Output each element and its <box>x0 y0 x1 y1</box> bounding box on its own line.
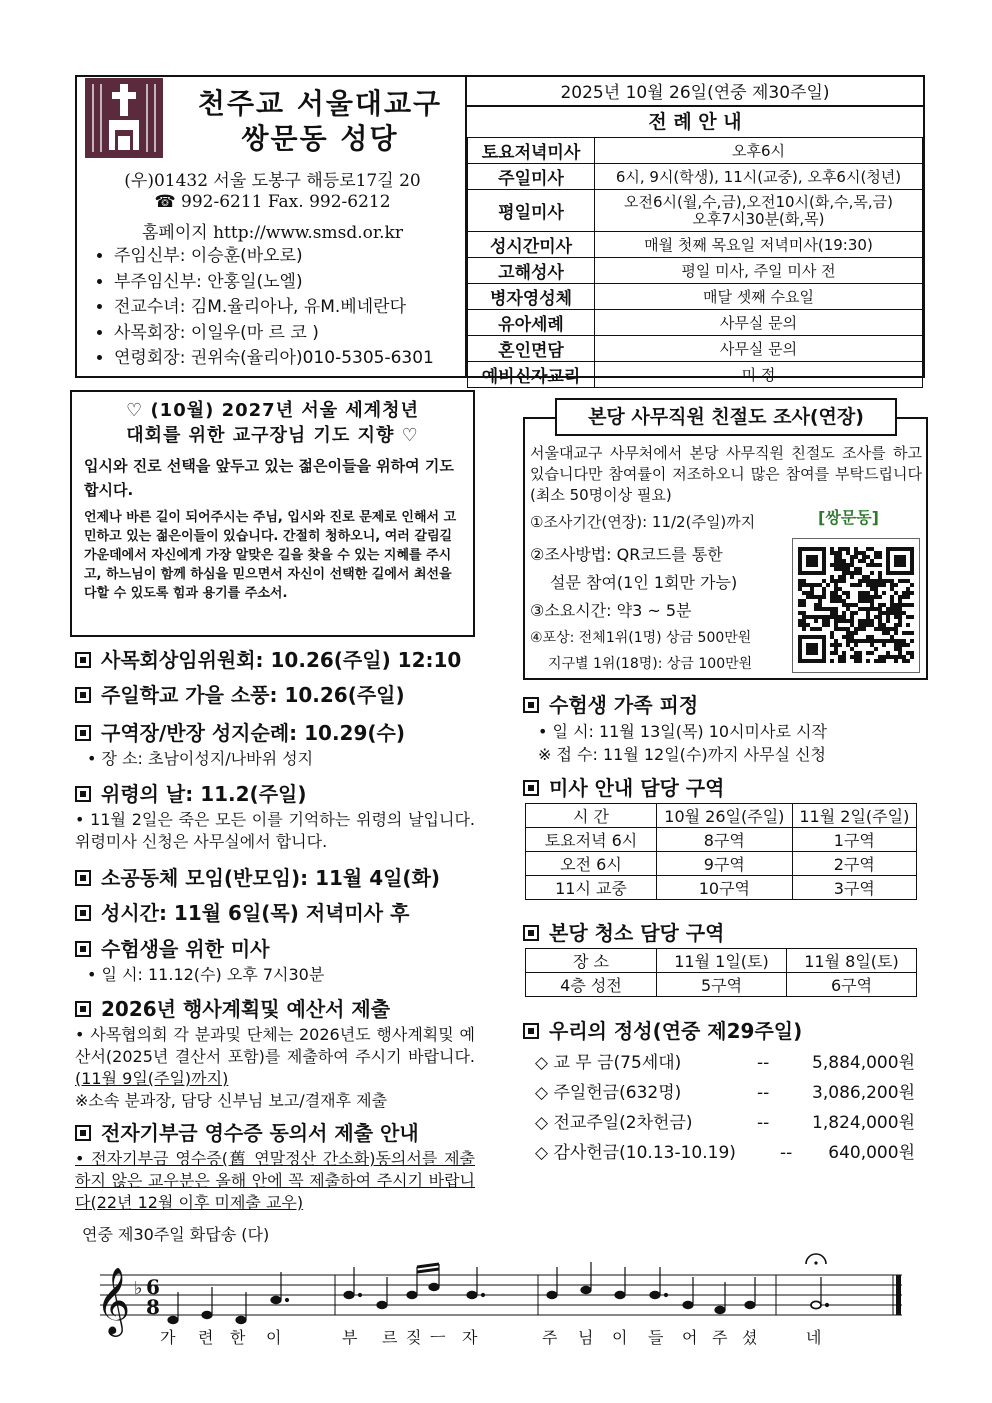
offering-row <box>535 1048 915 1078</box>
survey-title: 본당 사무직원 친절도 조사(연장) <box>555 398 897 436</box>
psalm-lyrics <box>90 1325 910 1349</box>
staff-council-president: • 사목회장: 이일우(마 르 코 ) <box>114 321 484 347</box>
notice-heading: 소공동체 모임(반모임): 11월 4일(화) <box>101 866 441 890</box>
offering-dash: -- <box>757 1083 770 1103</box>
notice-deadline: (11월 9일(주일)까지) <box>75 1069 229 1088</box>
cell: 1구역 <box>792 828 916 852</box>
survey-item: 지구별 1위(18명): 상금 100만원 <box>548 656 753 672</box>
notice-sunday-school <box>75 680 475 710</box>
square-bullet-icon <box>75 687 91 703</box>
notice-body: • 장 소: 초남이성지/나바위 성지 <box>87 749 314 768</box>
retreat-line: ※ 접 수: 11월 12일(수)까지 사무실 신청 <box>538 745 826 764</box>
lyric-syllable: 네 <box>806 1328 822 1347</box>
survey-tag: [쌍문동] <box>818 508 879 527</box>
lyric-syllable: 주 <box>542 1328 558 1347</box>
time-sig-bottom: 8 <box>146 1295 160 1319</box>
offering-amount: 640,000원 <box>828 1143 915 1163</box>
lyric-syllable: 부 <box>342 1328 358 1347</box>
offering-row <box>535 1078 915 1108</box>
square-bullet-icon <box>523 697 539 713</box>
prayer-box <box>70 390 475 637</box>
cell: 6구역 <box>787 973 917 997</box>
offering-row <box>535 1138 915 1168</box>
cell: 8구역 <box>657 828 793 852</box>
cell: 10구역 <box>657 876 793 900</box>
mass-duty-section <box>523 773 928 803</box>
notice-body: • 사목협의회 각 분과및 단체는 2026년도 행사계획및 예산서(2025년 결산서 포함)를 제출하여 주시기 바랍니다. <box>75 1025 475 1066</box>
liturgy-table <box>467 137 923 388</box>
lit-val: 미 정 <box>595 362 923 388</box>
survey-item: ①조사기간(연장): 11/2(주일)까지 <box>530 513 756 531</box>
church-title-line1: 천주교 서울대교구 <box>197 87 443 120</box>
offering-label: ◇ 교 무 금(75세대) <box>535 1053 682 1073</box>
staff-list <box>92 244 484 372</box>
col-header: 11월 2일(주일) <box>792 804 916 828</box>
staff-assistant: • 부주임신부: 안홍일(노엘) <box>114 270 484 296</box>
lyric-syllable: 련 <box>198 1328 214 1347</box>
lyric-syllable: 셨 <box>742 1328 758 1347</box>
col-header: 장 소 <box>526 949 657 973</box>
offering-list <box>535 1048 915 1168</box>
prayer-intro: 입시와 진로 선택을 앞두고 있는 젊은이들을 위하여 기도합시다. <box>84 457 454 499</box>
cell: 5구역 <box>657 973 787 997</box>
survey-item: ②조사방법: QR코드를 통한 <box>530 545 723 564</box>
square-bullet-icon <box>75 1125 91 1141</box>
lyric-syllable: 주 <box>712 1328 728 1347</box>
cell: 3구역 <box>792 876 916 900</box>
phone-fax: ☎ 992-6211 Fax. 992-6212 <box>154 192 391 212</box>
survey-item: ③소요시간: 약3 ~ 5분 <box>530 601 692 620</box>
offering-label: ◇ 감사헌금(10.13-10.19) <box>535 1143 736 1163</box>
survey-item: 설문 참여(1인 1회만 가능) <box>550 573 738 592</box>
time-sig-top: 6 <box>146 1275 160 1299</box>
lit-val: 사무실 문의 <box>595 336 923 362</box>
offering-row <box>535 1108 915 1138</box>
lyric-syllable: 이 <box>612 1328 628 1347</box>
cell: 9구역 <box>657 852 793 876</box>
lyric-syllable: 님 <box>578 1328 594 1347</box>
lit-key: 유아세례 <box>468 310 595 336</box>
square-bullet-icon <box>75 652 91 668</box>
square-bullet-icon <box>75 941 91 957</box>
liturgy-heading: 전 례 안 내 <box>648 111 742 133</box>
lit-val: 평일 미사, 주일 미사 전 <box>595 258 923 284</box>
offering-dash: -- <box>757 1053 770 1073</box>
square-bullet-icon <box>75 786 91 802</box>
lyric-syllable: 르 <box>382 1328 398 1347</box>
lit-val: 매달 셋째 수요일 <box>595 284 923 310</box>
square-bullet-icon <box>523 1023 539 1039</box>
staff-sisters: • 전교수녀: 김M.율리아나, 유M.베네란다 <box>114 295 484 321</box>
square-bullet-icon <box>75 1001 91 1017</box>
notice-heading: 수험생을 위한 미사 <box>101 937 270 961</box>
cell: 2구역 <box>792 852 916 876</box>
lit-key: 혼인면담 <box>468 336 595 362</box>
church-title-line2: 쌍문동 성당 <box>241 122 399 155</box>
col-header: 11월 8일(토) <box>787 949 917 973</box>
retreat-line: • 일 시: 11월 13일(목) 10시미사로 시작 <box>538 722 827 741</box>
lit-val: 매월 첫째 목요일 저녁미사(19:30) <box>595 232 923 258</box>
offering-label: ◇ 전교주일(2차헌금) <box>535 1113 693 1133</box>
col-header: 시 간 <box>526 804 657 828</box>
col-header: 11월 1일(토) <box>657 949 787 973</box>
lyric-syllable: 짖 <box>406 1328 422 1347</box>
square-bullet-icon <box>75 725 91 741</box>
notice-council <box>75 645 475 675</box>
psalm-caption: 연중 제30주일 화답송 (다) <box>82 1225 270 1244</box>
lit-key: 토요저녁미사 <box>468 138 595 164</box>
notice-small-community <box>75 863 475 893</box>
notice-plan-budget <box>75 994 475 1112</box>
cell: 4층 성전 <box>526 973 657 997</box>
notice-body: • 11월 2일은 죽은 모든 이를 기억하는 위령의 날입니다. 위령미사 신청은 사무실에서 합니다. <box>75 810 475 851</box>
square-bullet-icon <box>523 925 539 941</box>
square-bullet-icon <box>75 870 91 886</box>
offering-dash: -- <box>780 1143 793 1163</box>
cell: 오전 6시 <box>526 852 657 876</box>
lyric-syllable: 들 <box>648 1328 664 1347</box>
notice-all-souls <box>75 779 475 853</box>
homepage[interactable]: 홈페이지 http://www.smsd.or.kr <box>142 223 403 243</box>
offering-label: ◇ 주일헌금(632명) <box>535 1083 682 1103</box>
section-heading: 본당 청소 담당 구역 <box>549 921 725 945</box>
cell: 토요저녁 6시 <box>526 828 657 852</box>
address: (우)01432 서울 도봉구 해등로17길 20 <box>124 171 421 191</box>
notice-heading: 2026년 행사계획및 예산서 제출 <box>101 997 391 1021</box>
lit-val: 6시, 9시(학생), 11시(교중), 오후6시(청년) <box>595 164 923 190</box>
notice-heading: 구역장/반장 성지순례: 10.29(수) <box>101 721 405 745</box>
exam-family-retreat <box>523 690 928 766</box>
survey-item: ④포상: 전체1위(1명) 상금 500만원 <box>530 630 752 646</box>
lit-key: 고해성사 <box>468 258 595 284</box>
notice-holy-hour <box>75 898 475 928</box>
church-logo <box>85 78 163 158</box>
section-heading: 수험생 가족 피정 <box>549 693 699 717</box>
notice-heading: 전자기부금 영수증 동의서 제출 안내 <box>101 1121 419 1145</box>
cell: 11시 교중 <box>526 876 657 900</box>
lyric-syllable: 자 <box>462 1328 478 1347</box>
lit-key: 병자영성체 <box>468 284 595 310</box>
flat-icon: ♭ <box>134 1278 143 1299</box>
lit-key: 주일미사 <box>468 164 595 190</box>
prayer-title-2: 대회를 위한 교구장님 기도 지향 ♡ <box>126 425 419 446</box>
offering-section <box>523 1016 928 1046</box>
notice-body-2: ※소속 분과장, 담당 신부님 보고/결재후 제출 <box>75 1091 388 1110</box>
notice-heading: 사목회상임위원회: 10.26(주일) 12:10 <box>101 648 462 672</box>
notice-heading: 주일학교 가을 소풍: 10.26(주일) <box>101 683 405 707</box>
staff-funeral-president: • 연령회장: 권위숙(율리아)010-5305-6301 <box>114 346 484 372</box>
notice-body: • 전자기부금 영수증(舊 연말정산 간소화)동의서를 제출하지 않은 교우분은 올해 안에 꼭 제출하여 주시기 바랍니다(22년 12월 이후 미제출 교우) <box>75 1149 475 1212</box>
cleaning-duty-table <box>525 948 917 997</box>
lit-key: 예비신자교리 <box>468 362 595 388</box>
lit-key: 평일미사 <box>468 190 595 232</box>
survey-intro: 서울대교구 사무처에서 본당 사무직원 친절도 조사를 하고 있습니다만 참여률이 저조하오니 많은 참여를 부탁드립니다(최소 50명이상 필요) <box>530 444 922 504</box>
notice-pilgrimage <box>75 718 475 770</box>
lit-val: 오후6시 <box>595 138 923 164</box>
cleaning-duty-section <box>523 918 928 948</box>
lyric-syllable: 이 <box>266 1328 282 1347</box>
lit-val: 사무실 문의 <box>595 310 923 336</box>
lyric-syllable: 가 <box>160 1328 176 1347</box>
lyric-syllable: 한 <box>230 1328 246 1347</box>
notice-donation-receipt <box>75 1118 475 1214</box>
treble-clef-icon: 𝄞 <box>96 1266 131 1334</box>
prayer-title-1: ♡ (10월) 2027년 서울 세계청년 <box>126 400 419 421</box>
col-header: 10월 26일(주일) <box>657 804 793 828</box>
section-heading: 미사 안내 담당 구역 <box>549 776 725 800</box>
square-bullet-icon <box>523 780 539 796</box>
offering-amount: 5,884,000원 <box>812 1053 915 1073</box>
notice-heading: 위령의 날: 11.2(주일) <box>101 782 307 806</box>
notice-heading: 성시간: 11월 6일(목) 저녁미사 후 <box>101 901 410 925</box>
notice-body: • 일 시: 11.12(수) 오후 7시30분 <box>87 965 325 984</box>
lit-val-2: 오후7시30분(화,목) <box>692 209 825 228</box>
section-heading: 우리의 정성(연중 제29주일) <box>549 1019 803 1043</box>
offering-amount: 1,824,000원 <box>812 1113 915 1133</box>
prayer-body: 언제나 바른 길이 되어주시는 주님, 입시와 진로 문제로 인해서 고민하고 있는 젊은이들이 있습니다. 간절히 청하오니, 여러 갈림길 가운데에서 자신에게 가장 알맞은 길을 찾을 수 있는 지혜를 주시고, 하느님이 함께 하심을 믿으면서 자신이 선택한 길에서 최선을 다할 수 있도록 힘과 용기를 주소서. <box>84 510 457 601</box>
lit-key: 성시간미사 <box>468 232 595 258</box>
offering-dash: -- <box>757 1113 770 1133</box>
notice-exam-mass <box>75 934 475 986</box>
staff-pastor: • 주임신부: 이승훈(바오로) <box>114 244 484 270</box>
square-bullet-icon <box>75 905 91 921</box>
offering-amount: 3,086,200원 <box>812 1083 915 1103</box>
mass-duty-table <box>525 803 917 900</box>
lyric-syllable: ㅡ <box>430 1328 446 1347</box>
lyric-syllable: 어 <box>682 1328 698 1347</box>
lit-val: 오전6시(월,수,금),오전10시(화,수,목,금) <box>623 192 894 211</box>
bulletin-date: 2025년 10월 26일(연중 제30주일) <box>560 83 830 103</box>
qr-code[interactable] <box>792 538 920 673</box>
